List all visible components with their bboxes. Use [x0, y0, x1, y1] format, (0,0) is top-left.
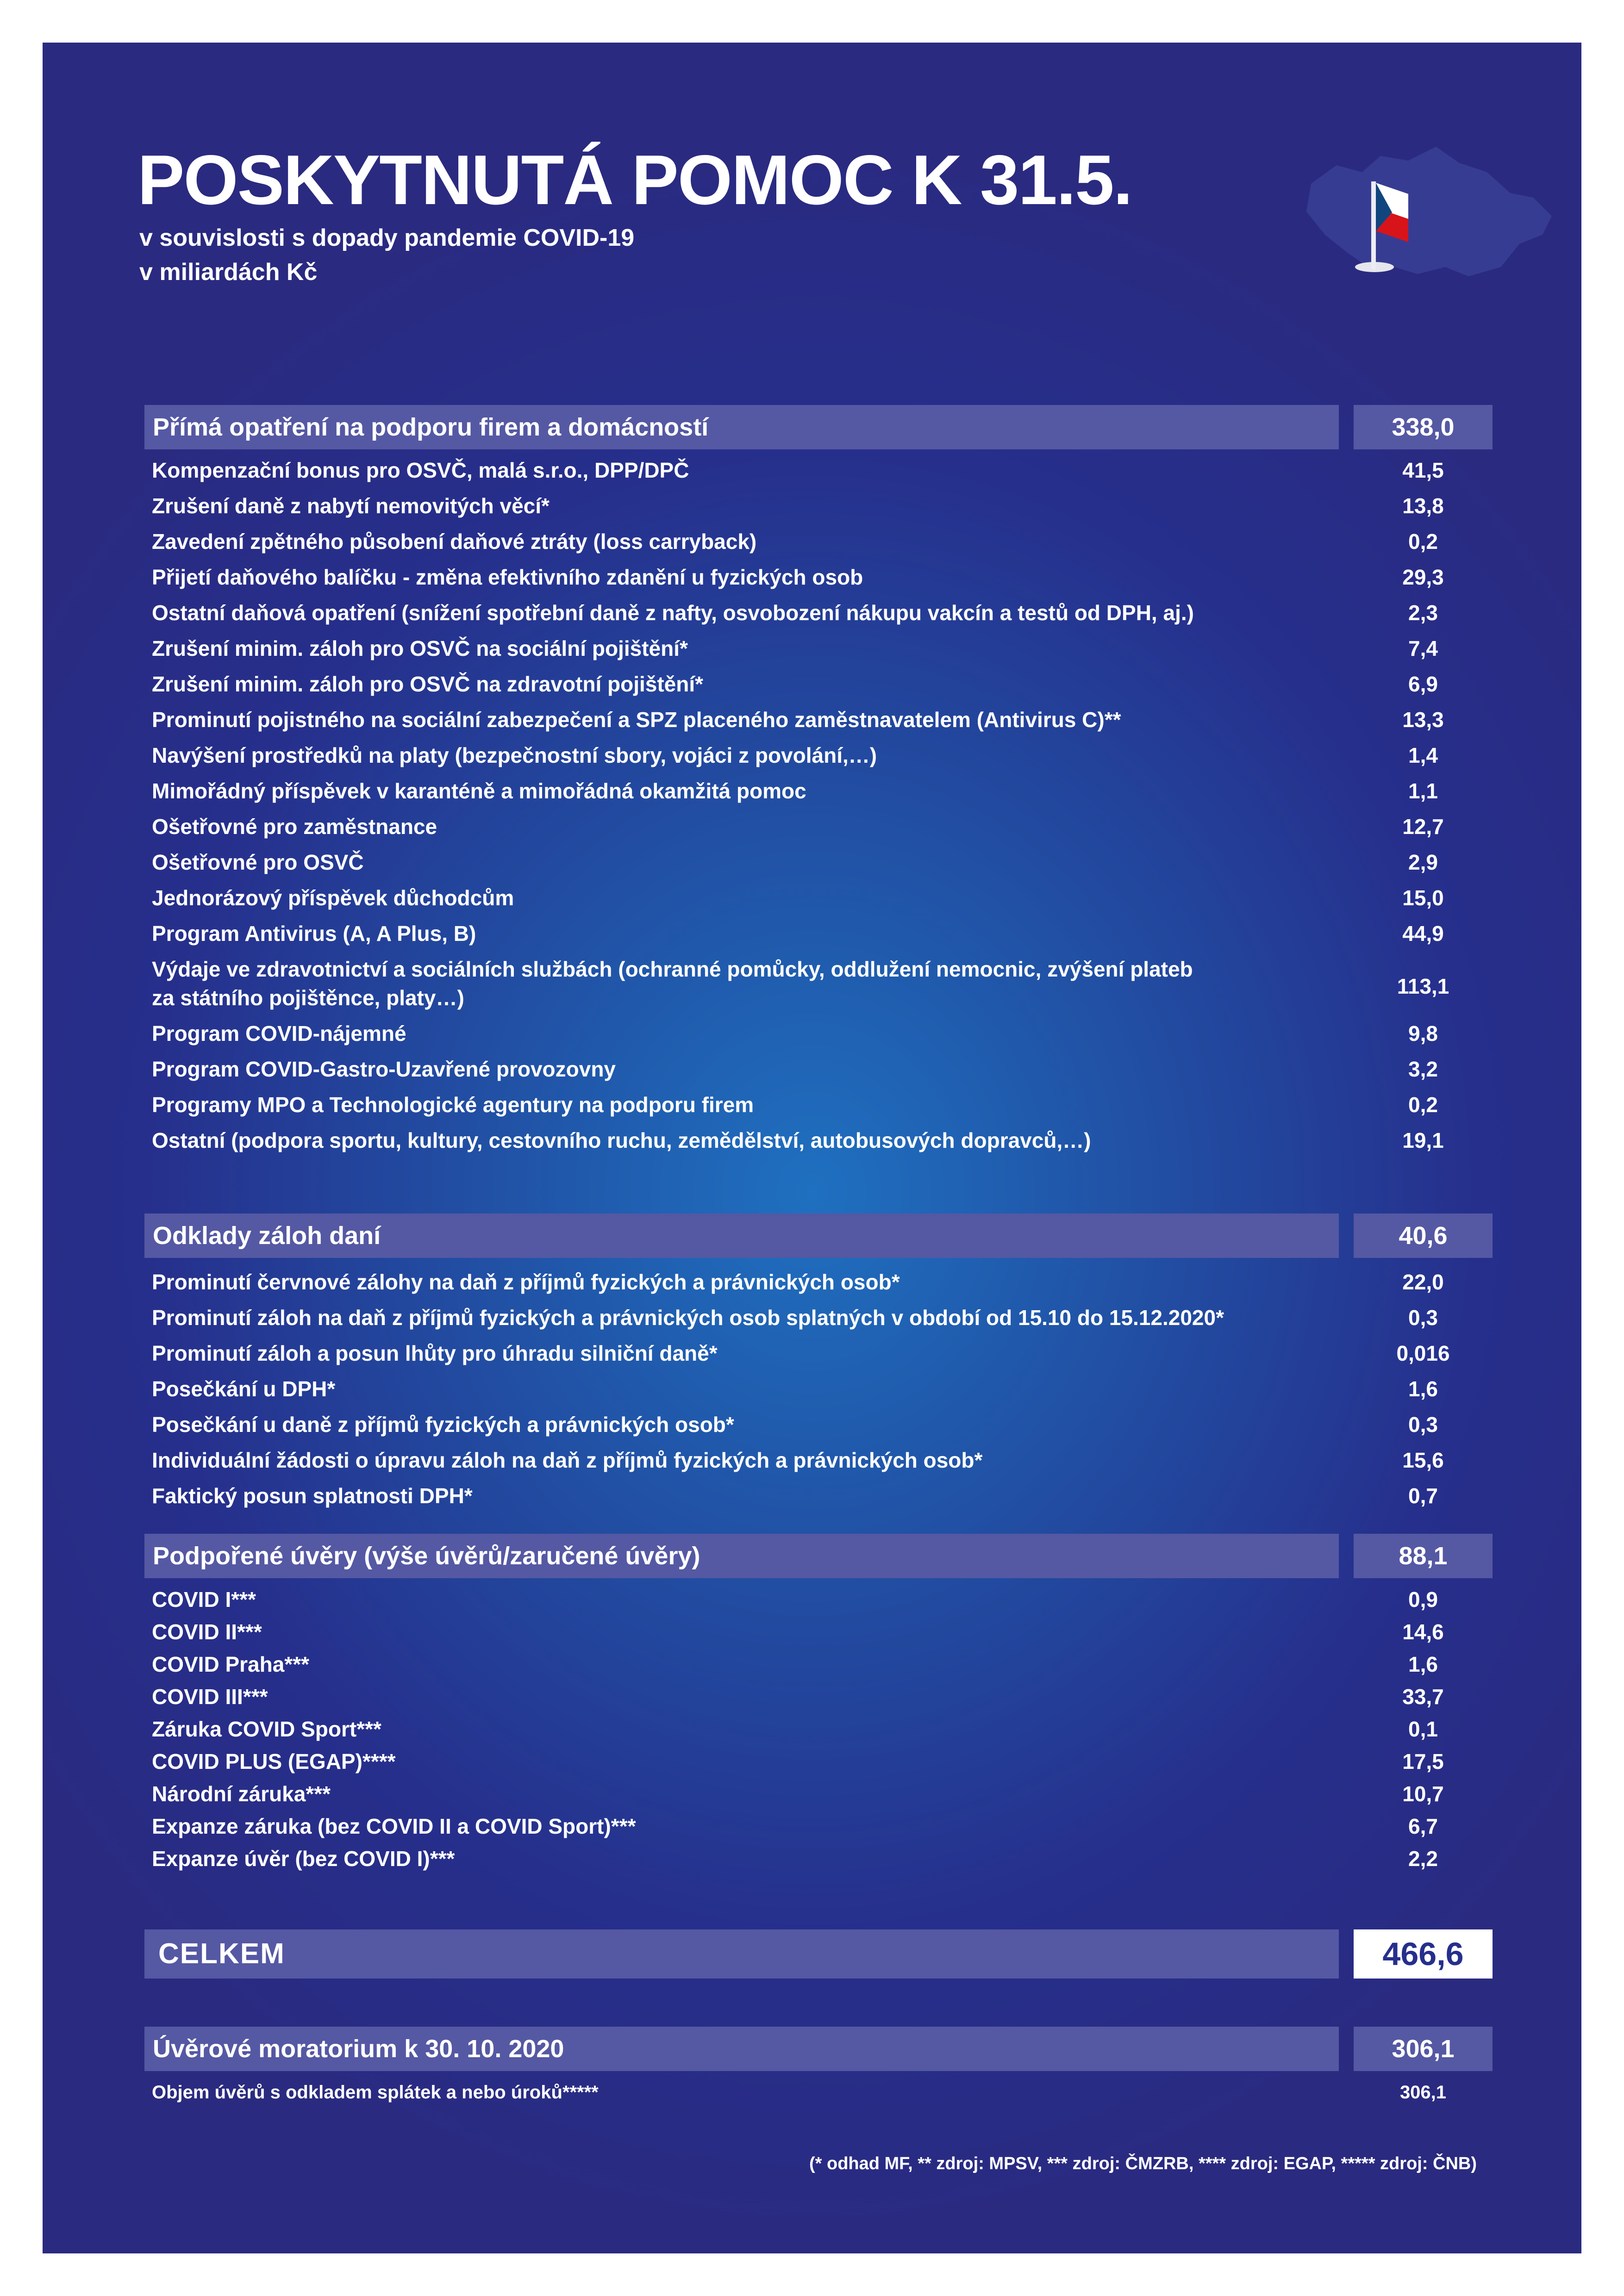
table-row	[144, 492, 1505, 527]
table-row	[144, 812, 1505, 848]
row-value: 0,016	[1396, 1341, 1450, 1365]
row-value: 0,7	[1408, 1484, 1438, 1508]
section-title: Odklady záloh daní	[144, 1213, 1339, 1258]
table-row	[144, 598, 1505, 634]
row-value: 6,7	[1408, 1814, 1438, 1838]
row-label: Prominutí záloh na daň z příjmů fyzických a právnických osob splatných v období od 15.10 do 15.12.2020*	[152, 1306, 1224, 1330]
table-row	[144, 634, 1505, 670]
page-title: POSKYTNUTÁ POMOC K 31.5.	[137, 141, 1132, 219]
row-value: 7,4	[1408, 636, 1438, 660]
table-row	[144, 1445, 1505, 1481]
table-row	[144, 1714, 1505, 1747]
row-value: 0,3	[1408, 1412, 1438, 1437]
row-value: 29,3	[1402, 565, 1444, 589]
table-row	[144, 777, 1505, 812]
table-row	[144, 1055, 1505, 1090]
czech-map-icon	[1293, 128, 1561, 286]
row-value: 13,3	[1402, 708, 1444, 732]
row-label: COVID II***	[152, 1620, 262, 1644]
section-direct-measures	[144, 405, 1505, 1162]
table-row	[144, 1649, 1505, 1682]
row-label: COVID III***	[152, 1685, 268, 1709]
row-value: 14,6	[1402, 1620, 1444, 1644]
row-value: 0,9	[1408, 1587, 1438, 1612]
table-row	[144, 919, 1505, 955]
row-label: Národní záruka***	[152, 1782, 331, 1806]
table-row	[144, 1617, 1505, 1649]
section-title: Podpořené úvěry (výše úvěrů/zaručené úvěry)	[144, 1534, 1339, 1578]
row-value: 2,3	[1408, 601, 1438, 625]
row-label: Ošetřovné pro zaměstnance	[152, 815, 437, 839]
table-row	[144, 1090, 1505, 1126]
row-label: Programy MPO a Technologické agentury na podporu firem	[152, 1093, 754, 1117]
table-row	[144, 1338, 1505, 1374]
row-label: Záruka COVID Sport***	[152, 1717, 381, 1741]
row-value: 9,8	[1408, 1021, 1438, 1045]
row-value: 13,8	[1402, 494, 1444, 518]
section-total: 40,6	[1354, 1213, 1493, 1258]
row-value: 12,7	[1402, 815, 1444, 839]
section-header	[144, 405, 1505, 449]
row-label: Objem úvěrů s odkladem splátek a nebo úroků*****	[152, 2082, 599, 2103]
row-label: Zrušení daně z nabytí nemovitých věcí*	[152, 494, 550, 518]
subtitle-line-unit: v miliardách Kč	[139, 259, 318, 286]
table-row	[144, 563, 1505, 598]
row-label: Expanze záruka (bez COVID II a COVID Sport)***	[152, 1814, 636, 1838]
row-value: 33,7	[1402, 1685, 1444, 1709]
table-row	[144, 1779, 1505, 1811]
row-label: Posečkání u daně z příjmů fyzických a právnických osob*	[152, 1412, 734, 1437]
table-row	[144, 1811, 1505, 1844]
row-value: 113,1	[1397, 974, 1449, 998]
row-value: 0,2	[1408, 529, 1438, 554]
row-label: Mimořádný příspěvek v karanténě a mimořádná okamžitá pomoc	[152, 779, 806, 803]
section-total: 88,1	[1354, 1534, 1493, 1578]
row-label: Zrušení minim. záloh pro OSVČ na sociální pojištění*	[152, 636, 688, 660]
row-value: 15,6	[1402, 1448, 1444, 1472]
row-value: 3,2	[1408, 1057, 1438, 1081]
row-value: 1,6	[1408, 1377, 1438, 1401]
row-label: COVID I***	[152, 1587, 256, 1612]
row-value: 22,0	[1402, 1270, 1444, 1294]
section-total: 338,0	[1354, 405, 1493, 449]
row-value: 44,9	[1402, 921, 1444, 946]
footnote-sources: (* odhad MF, ** zdroj: MPSV, *** zdroj: ČMZRB, **** zdroj: EGAP, ***** zdroj: ČNB)	[809, 2154, 1477, 2173]
row-label: Program COVID-nájemné	[152, 1021, 406, 1045]
table-row	[144, 1019, 1505, 1055]
row-value: 0,2	[1408, 1093, 1438, 1117]
row-label: Výdaje ve zdravotnictví a sociálních službách (ochranné pomůcky, oddlužení nemocnic, zvýšení plateb	[152, 957, 1193, 981]
row-value: 10,7	[1402, 1782, 1444, 1806]
section-title: Úvěrové moratorium k 30. 10. 2020	[144, 2027, 1339, 2071]
row-value: 19,1	[1402, 1128, 1444, 1152]
row-label: Prominutí červnové zálohy na daň z příjmů fyzických a právnických osob*	[152, 1270, 900, 1294]
row-label: Kompenzační bonus pro OSVČ, malá s.r.o., DPP/DPČ	[152, 458, 689, 482]
row-label: Prominutí pojistného na sociální zabezpečení a SPZ placeného zaměstnavatelem (Antivirus C)**	[152, 708, 1121, 732]
poster-background	[43, 43, 1581, 2253]
table-row	[144, 741, 1505, 777]
row-value: 1,6	[1408, 1652, 1438, 1676]
row-label: Ostatní daňová opatření (snížení spotřební daně z nafty, osvobození nákupu vakcín a testů od DPH, aj.)	[152, 601, 1194, 625]
section-total: 306,1	[1354, 2027, 1493, 2071]
table-row	[144, 705, 1505, 741]
subtitle-line-context: v souvislosti s dopady pandemie COVID-19	[139, 224, 635, 251]
row-label: Program Antivirus (A, A Plus, B)	[152, 921, 476, 946]
row-label: Expanze úvěr (bez COVID I)***	[152, 1847, 455, 1871]
section-header	[144, 2027, 1505, 2071]
row-list	[144, 1585, 1505, 1876]
row-label: Faktický posun splatnosti DPH*	[152, 1484, 473, 1508]
row-label: COVID Praha***	[152, 1652, 310, 1676]
row-label: Zrušení minim. záloh pro OSVČ na zdravotní pojištění*	[152, 672, 704, 696]
row-value: 2,2	[1408, 1847, 1438, 1871]
row-list	[144, 1267, 1505, 1517]
row-list	[144, 2078, 1505, 2110]
table-row	[144, 456, 1505, 492]
grand-total-label: CELKEM	[144, 1929, 1339, 1979]
row-label: Jednorázový příspěvek důchodcům	[152, 886, 514, 910]
row-label: Posečkání u DPH*	[152, 1377, 336, 1401]
row-value: 1,4	[1408, 743, 1438, 767]
row-label: Navýšení prostředků na platy (bezpečnostní sbory, vojáci z povolání,…)	[152, 743, 877, 767]
table-row	[144, 955, 1505, 1019]
table-row	[144, 1374, 1505, 1410]
row-label: Individuální žádosti o úpravu záloh na daň z příjmů fyzických a právnických osob*	[152, 1448, 983, 1472]
table-row	[144, 1747, 1505, 1779]
row-label: Program COVID-Gastro-Uzavřené provozovny	[152, 1057, 616, 1081]
row-value: 2,9	[1408, 850, 1438, 874]
table-row	[144, 1303, 1505, 1338]
row-label: COVID PLUS (EGAP)****	[152, 1749, 396, 1773]
row-value: 41,5	[1402, 458, 1444, 482]
row-list	[144, 456, 1505, 1162]
grand-total-value: 466,6	[1354, 1929, 1493, 1979]
row-label: Prominutí záloh a posun lhůty pro úhradu silniční daně*	[152, 1341, 718, 1365]
section-title: Přímá opatření na podporu firem a domácností	[144, 405, 1339, 449]
row-label: Zavedení zpětného působení daňové ztráty (loss carryback)	[152, 529, 757, 554]
row-value: 6,9	[1408, 672, 1438, 696]
row-label: Ošetřovné pro OSVČ	[152, 850, 364, 874]
row-label-continued: za státního pojištěnce, platy…)	[152, 986, 464, 1010]
table-row	[144, 527, 1505, 563]
table-row	[144, 1126, 1505, 1162]
section-supported-loans	[144, 1534, 1505, 1876]
row-value: 306,1	[1399, 2082, 1447, 2103]
row-label: Ostatní (podpora sportu, kultury, cestovního ruchu, zemědělství, autobusových dopravců,…)	[152, 1128, 1091, 1152]
row-value: 17,5	[1402, 1749, 1444, 1773]
row-label: Přijetí daňového balíčku - změna efektivního zdanění u fyzických osob	[152, 565, 863, 589]
table-row	[144, 1481, 1505, 1517]
subtitle	[139, 221, 634, 289]
section-header	[144, 1213, 1505, 1258]
table-row	[144, 2078, 1505, 2110]
row-value: 0,3	[1408, 1306, 1438, 1330]
table-row	[144, 670, 1505, 705]
table-row	[144, 1267, 1505, 1303]
row-value: 0,1	[1408, 1717, 1438, 1741]
grand-total	[144, 1929, 1505, 1979]
row-value: 15,0	[1402, 886, 1444, 910]
section-header	[144, 1534, 1505, 1578]
row-value: 1,1	[1408, 779, 1438, 803]
table-row	[144, 1844, 1505, 1876]
table-row	[144, 1585, 1505, 1617]
table-row	[144, 848, 1505, 884]
table-row	[144, 884, 1505, 919]
section-tax-deferrals	[144, 1213, 1505, 1517]
section-loan-moratorium	[144, 2027, 1505, 2110]
table-row	[144, 1410, 1505, 1445]
table-row	[144, 1682, 1505, 1714]
